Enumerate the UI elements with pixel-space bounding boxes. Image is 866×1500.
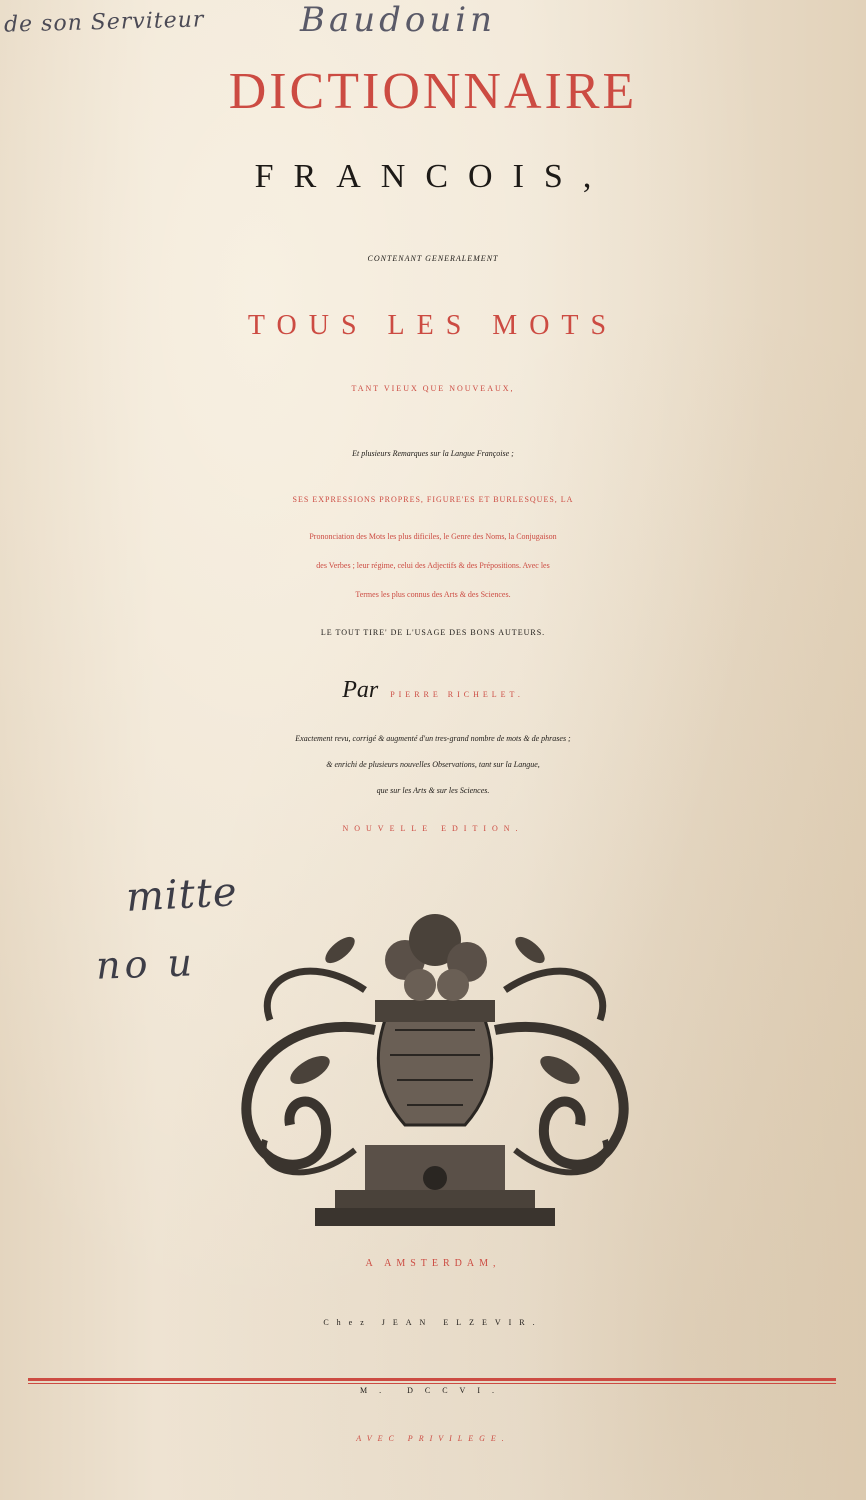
year-line: M. DCCVI. <box>359 1386 506 1395</box>
author-name: PIERRE RICHELET. <box>390 690 524 699</box>
handwriting-signature: Baudouin <box>300 0 497 40</box>
book-title-2: FRANCOIS, <box>254 158 612 195</box>
author-line <box>0 677 866 704</box>
by-word: Par <box>342 677 379 703</box>
handwriting-top-left: de son Serviteur <box>3 7 205 38</box>
headline: TOUS LES MOTS <box>247 310 619 341</box>
source-line: LE TOUT TIRE' DE L'USAGE DES BONS AUTEURS. <box>320 628 546 637</box>
privilege-line: AVEC PRIVILEGE. <box>356 1434 510 1443</box>
handwriting-note-1: mitte <box>124 869 239 921</box>
pronunciation-line-2: des Verbes ; leur régime, celui des Adjectifs & des Prépositions. Avec les <box>316 561 550 570</box>
divider-rule <box>28 1378 836 1381</box>
revision-line-2: & enrichi de plusieurs nouvelles Observations, tant sur la Langue, <box>326 760 540 769</box>
revision-line-1: Exactement revu, corrigé & augmenté d'un tres-grand nombre de mots & de phrases ; <box>295 734 571 743</box>
remarks-line: Et plusieurs Remarques sur la Langue Françoise ; <box>352 449 514 458</box>
pronunciation-line-1: Prononciation des Mots les plus dificiles, le Genre des Noms, la Conjugaison <box>309 532 557 541</box>
book-title: DICTIONNAIRE <box>228 63 638 120</box>
publisher-line: Chez JEAN ELZEVIR. <box>323 1318 543 1327</box>
divider-rule-thin <box>28 1383 836 1384</box>
handwriting-note-2: no u <box>95 940 197 988</box>
headline-2: TANT VIEUX QUE NOUVEAUX, <box>351 384 515 393</box>
subtitle: CONTENANT GENERALEMENT <box>367 254 499 263</box>
place-line: A AMSTERDAM, <box>365 1258 501 1269</box>
expressions-line: SES EXPRESSIONS PROPRES, FIGURE'ES ET BURLESQUES, LA <box>292 495 574 504</box>
pronunciation-line-3: Termes les plus connus des Arts & des Sciences. <box>355 590 511 599</box>
edition-line: NOUVELLE EDITION. <box>342 824 524 833</box>
vase-ornament-icon <box>215 890 655 1245</box>
revision-line-3: que sur les Arts & sur les Sciences. <box>376 786 490 795</box>
